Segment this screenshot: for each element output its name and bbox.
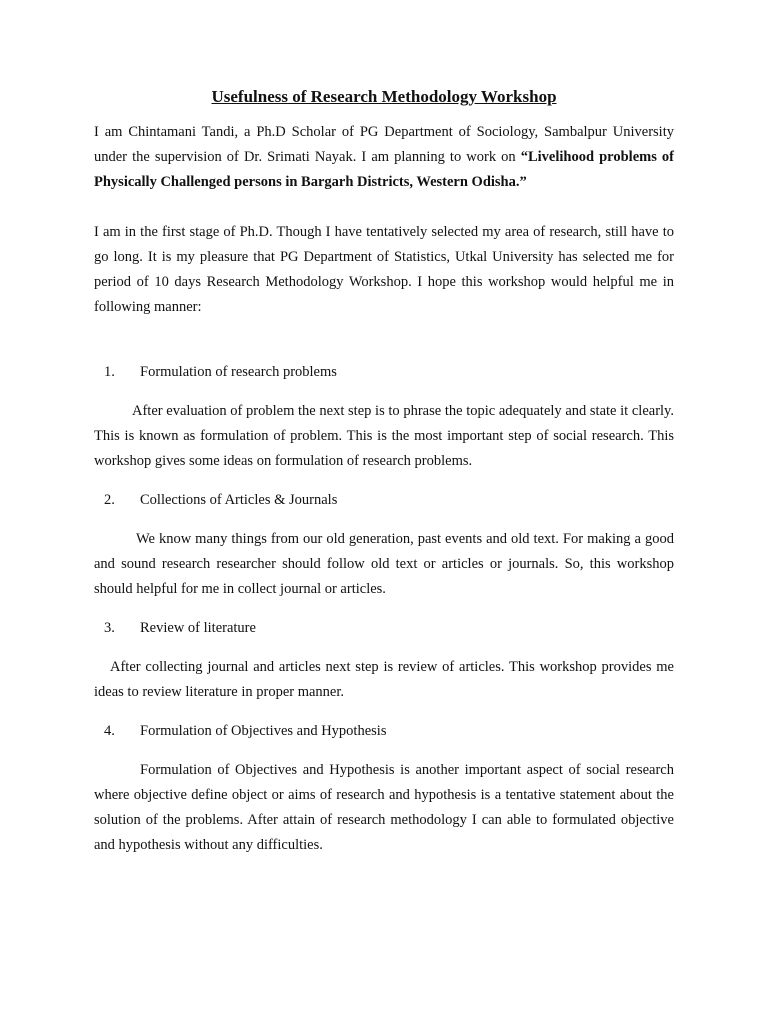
list-item-body: Formulation of Objectives and Hypothesis is another important aspect of social research where objective define object or aims of research and hypothesis is a tentative statement about the solution of the problems. After attain of research methodology I can able to formulated objective and hypothesis without any difficulties.: [94, 762, 674, 853]
research-topic: “Livelihood problems of Physically Challenged persons in Bargarh Districts, Western Odisha.”: [94, 149, 674, 190]
list-item-heading: [94, 719, 674, 744]
list-item-title: Formulation of Objectives and Hypothesis: [140, 723, 387, 739]
list-item-title: Formulation of research problems: [140, 364, 337, 380]
list-item-number: 1.: [104, 364, 115, 380]
intro-paragraph: [94, 120, 674, 195]
list-item-body: We know many things from our old generation, past events and old text. For making a good and sound research researcher should follow old text or articles or journals. So, this workshop should helpful for me in collect journal or articles.: [94, 531, 674, 597]
list-item-body: After collecting journal and articles next step is review of articles. This workshop provides me ideas to review literature in proper manner.: [94, 659, 674, 700]
list-item-body: After evaluation of problem the next step is to phrase the topic adequately and state it clearly. This is known as formulation of problem. This is the most important step of social research. This workshop gives some ideas on formulation of research problems.: [94, 403, 674, 469]
intro-text: I am Chintamani Tandi, a Ph.D Scholar of PG Department of Sociology, Sambalpur University under the supervision of Dr. Srimati Nayak. I am planning to work on: [94, 124, 674, 165]
list-item-title: Collections of Articles & Journals: [140, 492, 338, 508]
list-item-heading: [94, 488, 674, 513]
document-title: Usefulness of Research Methodology Workshop: [211, 87, 557, 106]
stage-paragraph: I am in the first stage of Ph.D. Though I have tentatively selected my area of research, still have to go long. It is my pleasure that PG Department of Statistics, Utkal University has selected me for period of 10 days Research Methodology Workshop. I hope this workshop would helpful me in following manner:: [94, 224, 674, 315]
list-item-heading: [94, 616, 674, 641]
list-item-heading: [94, 360, 674, 385]
list-item-number: 3.: [104, 620, 115, 636]
list-item-number: 2.: [104, 492, 115, 508]
list-item-number: 4.: [104, 723, 115, 739]
list-item-title: Review of literature: [140, 620, 256, 636]
